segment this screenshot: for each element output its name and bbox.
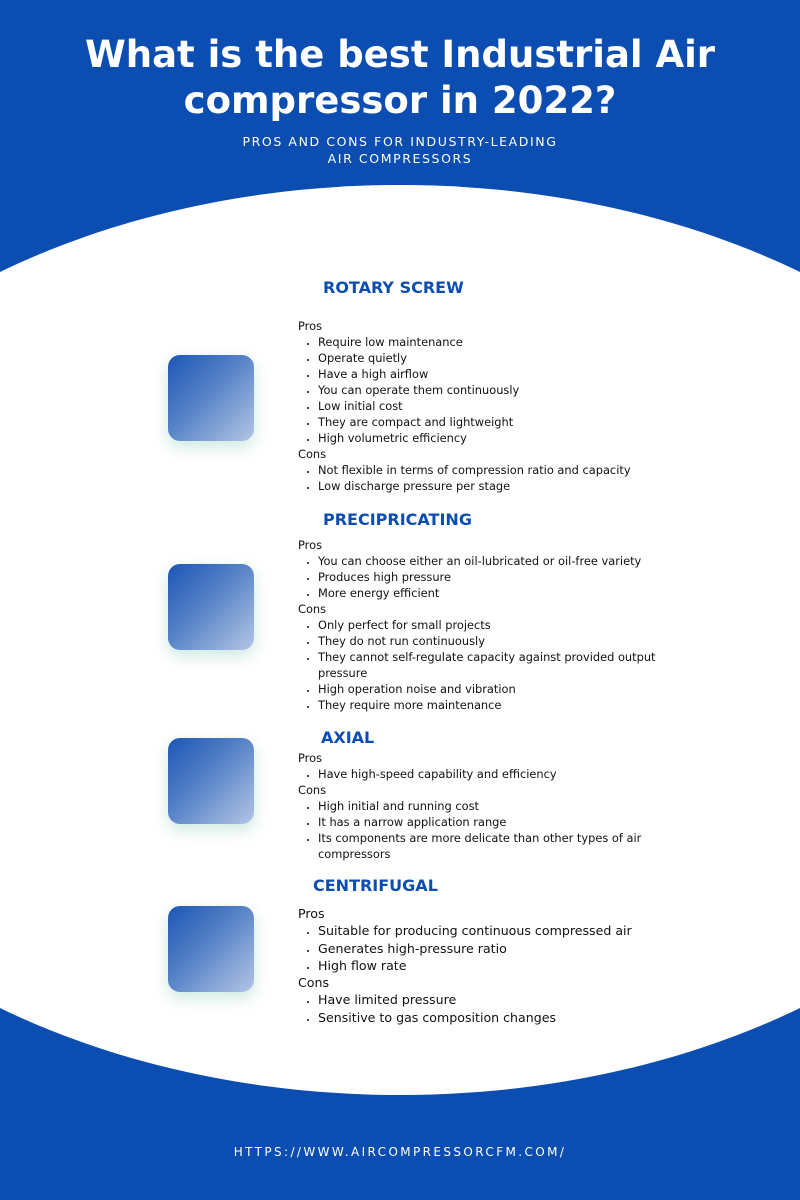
list-item: • High operation noise and vibration [318, 681, 698, 697]
cons-label: Cons [298, 975, 330, 991]
pros-label: Pros [298, 319, 323, 333]
section-image-placeholder [168, 564, 254, 650]
cons-label: Cons [298, 602, 327, 616]
list-item: • High flow rate [318, 957, 698, 974]
footer-url: HTTPS://WWW.AIRCOMPRESSORCFM.COM/ [233, 1145, 567, 1159]
cons-list [298, 617, 698, 713]
pros-list [298, 553, 698, 601]
section-image-placeholder [168, 906, 254, 992]
pros-label: Pros [298, 906, 325, 921]
list-item: • Require low maintenance [318, 334, 698, 350]
cons-label: Cons [298, 447, 327, 461]
cons-list [298, 798, 698, 862]
list-item: • They cannot self-regulate capacity against provided output pressure [318, 649, 698, 681]
pros-list [298, 922, 698, 974]
list-item: • You can choose either an oil-lubricated or oil-free variety [318, 553, 698, 569]
page-title: What is the best Industrial Air compressor in 2022? [84, 33, 716, 122]
list-item: • Have limited pressure [318, 991, 698, 1008]
list-item: • Low initial cost [318, 398, 698, 414]
list-item: • Produces high pressure [318, 569, 698, 585]
cons-list [298, 462, 698, 494]
list-item: • High volumetric efficiency [318, 430, 698, 446]
section-content [298, 905, 698, 1026]
section-image-placeholder [168, 738, 254, 824]
list-item: • Its components are more delicate than other types of air compressors [318, 830, 698, 862]
list-item: • Not flexible in terms of compression ratio and capacity [318, 462, 698, 478]
section-content [298, 318, 698, 494]
section-image-placeholder [168, 355, 254, 441]
page-subtitle: PROS AND CONS FOR INDUSTRY-LEADING AIR COMPRESSORS [242, 134, 558, 166]
cons-list [298, 991, 698, 1026]
list-item: • They are compact and lightweight [318, 414, 698, 430]
section-title: ROTARY SCREW [323, 278, 464, 297]
list-item: • Suitable for producing continuous compressed air [318, 922, 698, 939]
list-item: • Only perfect for small projects [318, 617, 698, 633]
pros-list [298, 766, 698, 782]
pros-label: Pros [298, 538, 323, 552]
list-item: • More energy efficient [318, 585, 698, 601]
list-item: • They require more maintenance [318, 697, 698, 713]
list-item: • Have high-speed capability and efficiency [318, 766, 698, 782]
section-content [298, 750, 698, 862]
list-item: • Generates high-pressure ratio [318, 940, 698, 957]
section-title: AXIAL [321, 728, 375, 747]
pros-label: Pros [298, 751, 323, 765]
list-item: • Have a high airflow [318, 366, 698, 382]
list-item: • You can operate them continuously [318, 382, 698, 398]
list-item: • Sensitive to gas composition changes [318, 1009, 698, 1026]
section-title: PRECIPRICATING [323, 510, 472, 529]
pros-list [298, 334, 698, 446]
list-item: • Low discharge pressure per stage [318, 478, 698, 494]
section-content [298, 537, 698, 713]
list-item: • Operate quietly [318, 350, 698, 366]
list-item: • High initial and running cost [318, 798, 698, 814]
cons-label: Cons [298, 783, 327, 797]
list-item: • It has a narrow application range [318, 814, 698, 830]
section-title: CENTRIFUGAL [313, 876, 438, 895]
list-item: • They do not run continuously [318, 633, 698, 649]
